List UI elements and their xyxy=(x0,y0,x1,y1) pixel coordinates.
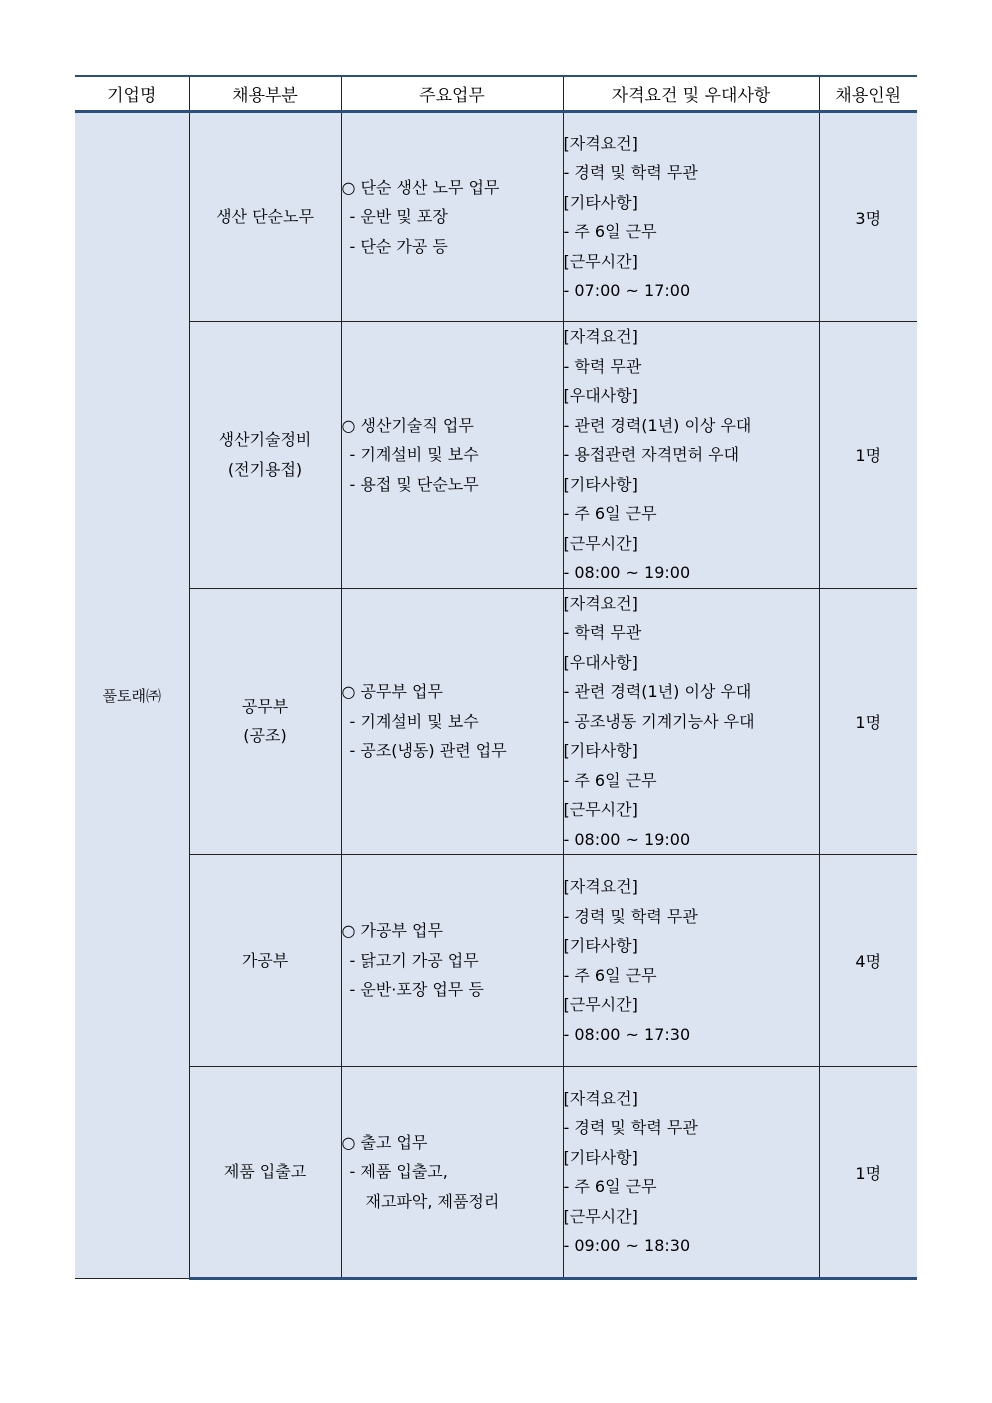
req-line: - 07:00 ~ 17:00 xyxy=(563,281,691,300)
req-line: - 경력 및 학력 무관 xyxy=(563,906,698,926)
req-line: [자격요건] xyxy=(563,877,638,896)
req-line: - 주 6일 근무 xyxy=(563,504,657,523)
req-line: - 용접관련 자격면허 우대 xyxy=(563,445,740,464)
header-department: 채용부분 xyxy=(189,76,341,112)
duty-line: - 닭고기 가공 업무 xyxy=(349,950,479,970)
req-line: [우대사항] xyxy=(563,386,638,405)
company-name: 풀토래㈜ xyxy=(75,112,189,1279)
req-line: - 08:00 ~ 19:00 xyxy=(563,563,691,582)
req-line: - 학력 무관 xyxy=(563,623,642,642)
req-line: - 주 6일 근무 xyxy=(563,965,657,985)
department-cell xyxy=(189,1067,341,1279)
requirements-cell xyxy=(563,588,819,855)
headcount: 1명 xyxy=(819,588,917,855)
duty-line: - 용접 및 단순노무 xyxy=(349,474,479,494)
req-line: [근무시간] xyxy=(563,251,638,271)
table-row xyxy=(75,112,917,322)
duty-line: - 공조(냉동) 관련 업무 xyxy=(349,741,507,760)
duty-line: - 기계설비 및 보수 xyxy=(349,445,479,464)
department-label: 가공부 xyxy=(241,950,289,970)
req-line: - 경력 및 학력 무관 xyxy=(563,1118,698,1137)
duty-line: - 기계설비 및 보수 xyxy=(349,711,479,731)
department-label: (공조) xyxy=(243,726,287,746)
table-row xyxy=(75,855,917,1067)
requirements-cell xyxy=(563,112,819,322)
duties-cell xyxy=(341,855,563,1067)
duty-line: - 운반 및 포장 xyxy=(349,207,448,227)
department-cell xyxy=(189,322,341,589)
duties-cell xyxy=(341,112,563,322)
duty-line: ○ 공무부 업무 xyxy=(341,682,443,701)
req-line: [기타사항] xyxy=(563,1147,638,1167)
headcount: 3명 xyxy=(819,112,917,322)
req-line: - 학력 무관 xyxy=(563,356,642,376)
department-label: 생산 단순노무 xyxy=(216,207,314,227)
duty-line: - 제품 입출고, xyxy=(349,1162,448,1182)
headcount: 1명 xyxy=(819,322,917,589)
req-line: [근무시간] xyxy=(563,995,638,1014)
job-table xyxy=(75,75,917,1280)
duty-line: - 운반·포장 업무 등 xyxy=(349,980,484,1000)
req-line: - 09:00 ~ 18:30 xyxy=(563,1236,691,1255)
req-line: [근무시간] xyxy=(563,800,638,819)
duty-line: - 단순 가공 등 xyxy=(349,236,448,256)
headcount: 1명 xyxy=(819,1067,917,1279)
department-label: 공무부 xyxy=(241,696,289,716)
duties-cell xyxy=(341,322,563,589)
req-line: - 08:00 ~ 17:30 xyxy=(563,1024,691,1044)
req-line: [자격요건] xyxy=(563,1088,638,1108)
req-line: - 주 6일 근무 xyxy=(563,222,657,241)
req-line: [우대사항] xyxy=(563,652,638,672)
header-headcount: 채용인원 xyxy=(819,76,917,112)
req-line: [기타사항] xyxy=(563,936,638,955)
department-label: (전기용접) xyxy=(227,459,303,479)
headcount: 4명 xyxy=(819,855,917,1067)
req-line: - 관련 경력(1년) 이상 우대 xyxy=(563,682,752,701)
duties-cell xyxy=(341,588,563,855)
department-label: 생산기술정비 xyxy=(218,430,312,450)
req-line: [기타사항] xyxy=(563,474,638,494)
req-line: [근무시간] xyxy=(563,1206,638,1226)
requirements-cell xyxy=(563,322,819,589)
req-line: - 공조냉동 기계기능사 우대 xyxy=(563,711,755,731)
requirements-cell xyxy=(563,1067,819,1279)
header-requirements: 자격요건 및 우대사항 xyxy=(563,76,819,112)
header-company: 기업명 xyxy=(75,76,189,112)
table-row xyxy=(75,1067,917,1279)
req-line: [기타사항] xyxy=(563,192,638,212)
duty-line: 재고파악, 제품정리 xyxy=(365,1191,500,1211)
table-row xyxy=(75,322,917,589)
req-line: - 주 6일 근무 xyxy=(563,770,657,790)
duty-line: ○ 생산기술직 업무 xyxy=(341,415,474,435)
req-line: - 경력 및 학력 무관 xyxy=(563,163,698,182)
req-line: - 주 6일 근무 xyxy=(563,1177,657,1196)
department-label: 제품 입출고 xyxy=(223,1162,307,1182)
req-line: [자격요건] xyxy=(563,327,638,346)
department-cell xyxy=(189,112,341,322)
req-line: [자격요건] xyxy=(563,593,638,613)
duty-line: ○ 가공부 업무 xyxy=(341,921,443,941)
duty-line: ○ 단순 생산 노무 업무 xyxy=(341,177,500,197)
req-line: [기타사항] xyxy=(563,741,638,760)
req-line: - 08:00 ~ 19:00 xyxy=(563,829,691,849)
duties-cell xyxy=(341,1067,563,1279)
req-line: [근무시간] xyxy=(563,533,638,553)
header-row xyxy=(75,76,917,112)
duty-line: ○ 출고 업무 xyxy=(341,1132,428,1152)
req-line: - 관련 경력(1년) 이상 우대 xyxy=(563,415,752,435)
header-duties: 주요업무 xyxy=(341,76,563,112)
table-row xyxy=(75,588,917,855)
requirements-cell xyxy=(563,855,819,1067)
department-cell xyxy=(189,855,341,1067)
department-cell xyxy=(189,588,341,855)
req-line: [자격요건] xyxy=(563,133,638,153)
